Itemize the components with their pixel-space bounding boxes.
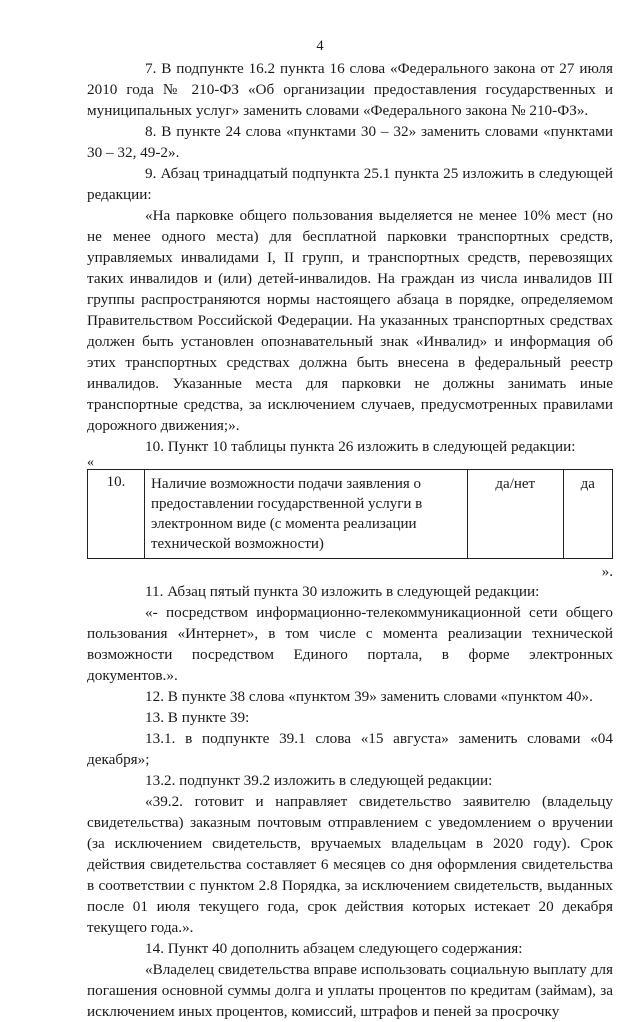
table-row <box>88 470 613 559</box>
page-number: 4 <box>316 38 324 54</box>
amendment-table <box>87 469 613 559</box>
paragraph-item-10: 10. Пункт 10 таблицы пункта 26 изложить в следующей редакции: <box>145 438 576 455</box>
table-cell-options: да/нет <box>468 470 564 559</box>
table-cell-value: да <box>563 470 612 559</box>
paragraph-item-9: 9. Абзац тринадцатый подпункта 25.1 пункта 25 изложить в следующей редакции: <box>87 165 613 203</box>
paragraph-item-7: 7. В подпункте 16.2 пункта 16 слова «Федерального закона от 27 июля 2010 года № 210-ФЗ «Об организации предоставления государственных и муниципальных услуг» заменить словами «Федерального закона № 210-ФЗ». <box>87 60 613 119</box>
document-body <box>87 58 613 1022</box>
paragraph-quote-owner: «Владелец свидетельства вправе использовать социальную выплату для погашения основной суммы долга и уплаты процентов по кредитам (займам), за исключением иных процентов, комиссий, штрафов и пеней за просрочку <box>87 961 613 1020</box>
paragraph-quote-parking: «На парковке общего пользования выделяется не менее 10% мест (но не менее одного места) для бесплатной парковки транспортных средств, управляемых инвалидами I, II групп, и транспортных средств, перевозящих таких инвалидов и (или) детей-инвалидов. На граждан из числа инвалидов III группы распространяются нормы настоящего абзаца в порядке, определяемом Правительством Российской Федерации. На указанных транспортных средствах должен быть установлен опознавательный знак «Инвалид» и информация об этих транспортных средствах должна быть внесена в федеральный реестр инвалидов. Указанные места для парковки не должны занимать иные транспортные средства, за исключением случаев, предусмотренных правилами дорожного движения;». <box>87 207 613 434</box>
paragraph-quote-internet: «- посредством информационно-телекоммуникационной сети общего пользования «Интернет», в том числе с момента реализации технической возможности посредством Единого портала, в форме электронных документов.». <box>87 604 613 684</box>
paragraph-item-14: 14. Пункт 40 дополнить абзацем следующего содержания: <box>145 940 523 957</box>
paragraph-item-13-1: 13.1. в подпункте 39.1 слова «15 августа» заменить словами «04 декабря»; <box>87 730 613 768</box>
table-cell-description: Наличие возможности подачи заявления о предоставлении государственной услуги в электронном виде (с момента реализации технической возможности) <box>145 470 468 559</box>
paragraph-item-12: 12. В пункте 38 слова «пунктом 39» заменить словами «пунктом 40». <box>145 688 593 705</box>
table-cell-number: 10. <box>88 470 145 559</box>
paragraph-item-8: 8. В пункте 24 слова «пунктами 30 – 32» заменить словами «пунктами 30 – 32, 49-2». <box>87 123 613 161</box>
table-open-quote: « <box>87 455 94 470</box>
paragraph-quote-certificate: «39.2. готовит и направляет свидетельство заявителю (владельцу свидетельства) заказным почтовым отправлением с уведомлением о вручении (за исключением свидетельств, вручаемых владельцам в 2020 году). Срок действия свидетельства составляет 6 месяцев со дня оформления свидетельства в соответствии с пунктом 2.8 Порядка, за исключением свидетельств, выданных после 01 июля текущего года, срок действия которых истекает 20 декабря текущего года.». <box>87 793 613 936</box>
paragraph-item-11: 11. Абзац пятый пункта 30 изложить в следующей редакции: <box>145 583 540 600</box>
table-close-quote: ». <box>601 563 613 580</box>
paragraph-item-13-2: 13.2. подпункт 39.2 изложить в следующей редакции: <box>145 772 493 789</box>
paragraph-item-13: 13. В пункте 39: <box>145 709 250 726</box>
